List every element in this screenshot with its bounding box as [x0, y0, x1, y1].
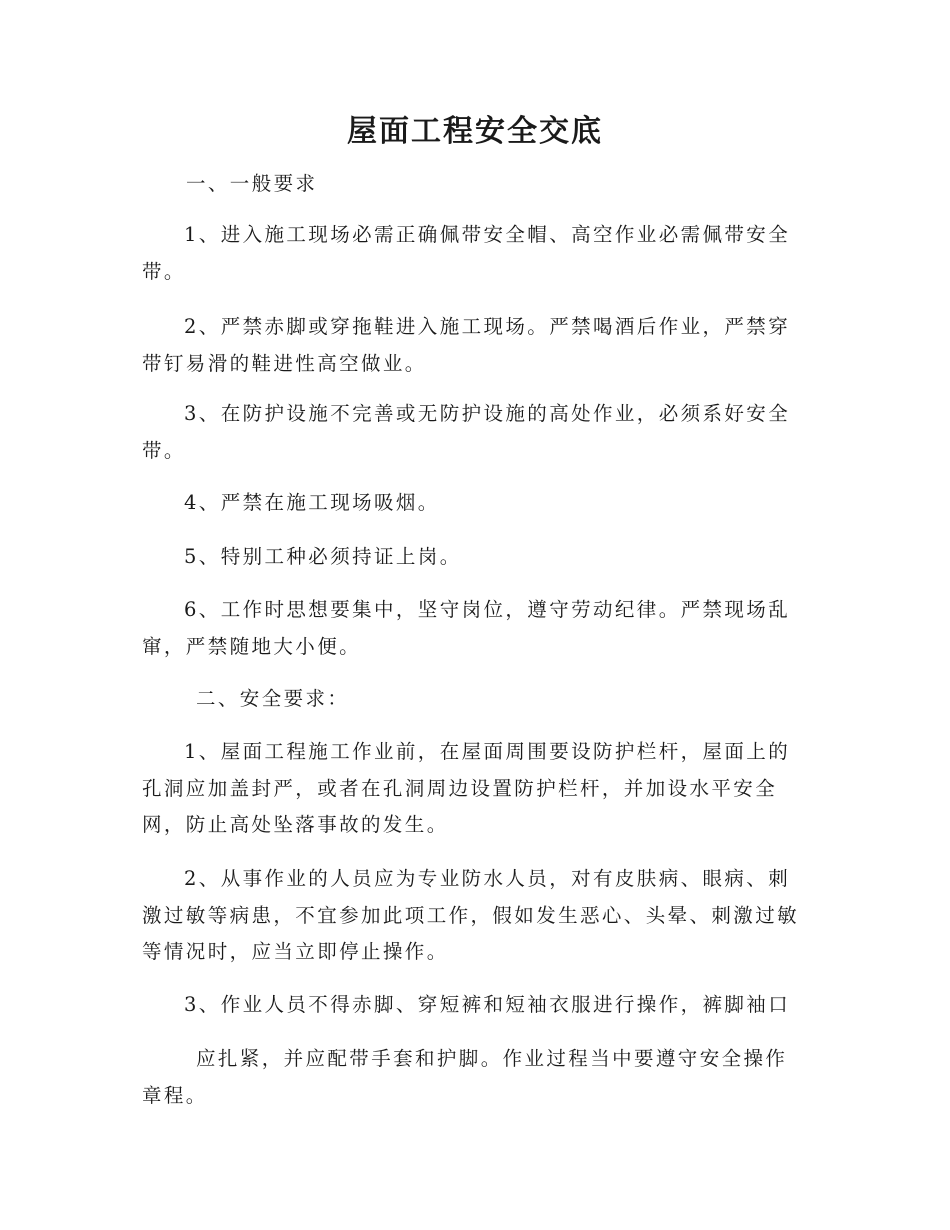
paragraph-item: 6、工作时思想要集中，坚守岗位，遵守劳动纪律。严禁现场乱窜，严禁随地大小便。 — [142, 598, 791, 658]
document-title: 屋面工程安全交底 — [347, 114, 603, 149]
section-heading-general: 一、一般要求 — [186, 172, 318, 195]
paragraph-item: 4、严禁在施工现场吸烟。 — [184, 491, 440, 514]
paragraph-item: 5、特别工种必须持证上岗。 — [184, 545, 462, 568]
paragraph-item: 3、在防护设施不完善或无防护设施的高处作业，必须系好安全带。 — [142, 402, 791, 462]
paragraph-item: 应扎紧，并应配带手套和护脚。作业过程当中要遵守安全操作章程。 — [142, 1047, 788, 1107]
section-heading-safety: 二、安全要求： — [196, 687, 350, 710]
paragraph-item: 1、屋面工程施工作业前，在屋面周围要设防护栏杆，屋面上的孔洞应加盖封严，或者在孔洞周边设置防护栏杆，并加设水平安全网，防止高处坠落事故的发生。 — [142, 740, 791, 836]
paragraph-item: 2、从事作业的人员应为专业防水人员，对有皮肤病、眼病、刺激过敏等病患，不宜参加此项工作，假如发生恶心、头晕、刺激过敏等情况时，应当立即停止操作。 — [142, 867, 800, 963]
paragraph-item: 2、严禁赤脚或穿拖鞋进入施工现场。严禁喝酒后作业，严禁穿带钉易滑的鞋进性高空做业。 — [142, 315, 791, 375]
paragraph-item: 3、作业人员不得赤脚、穿短裤和短袖衣服进行操作，裤脚袖口 — [184, 993, 791, 1016]
paragraph-item: 1、进入施工现场必需正确佩带安全帽、高空作业必需佩带安全带。 — [142, 223, 791, 283]
